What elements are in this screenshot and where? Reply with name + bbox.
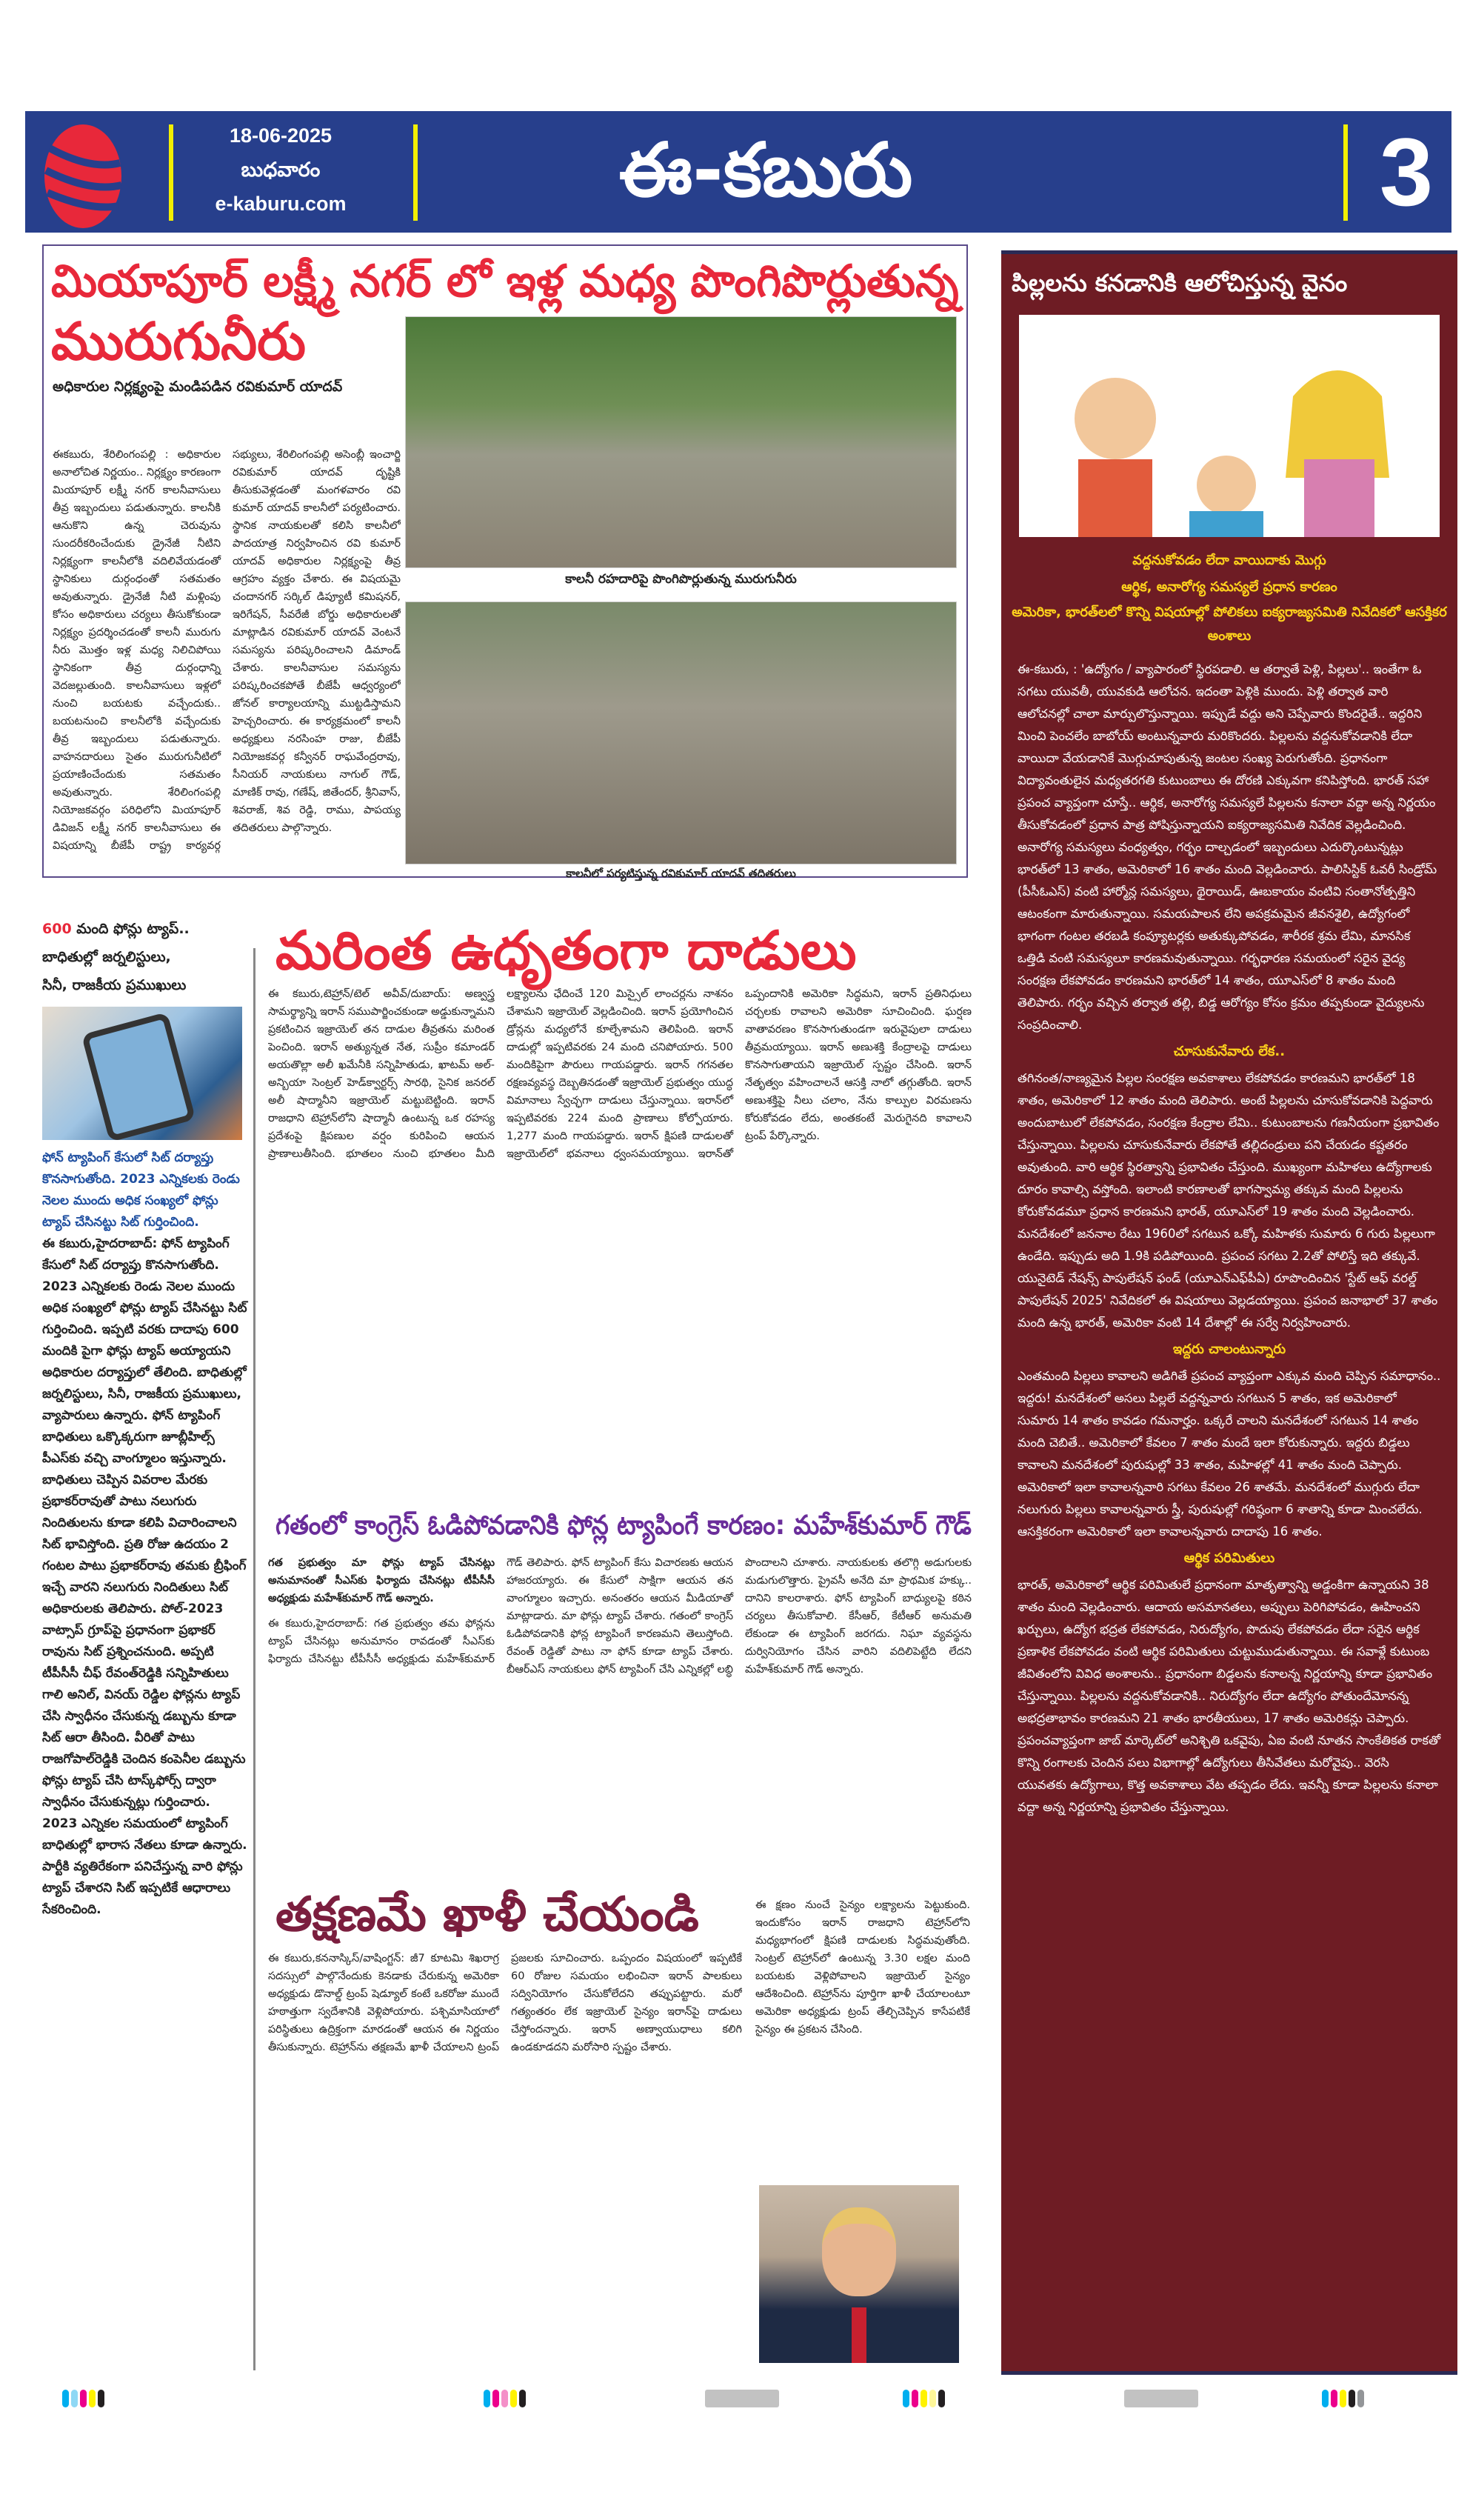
feature-panel	[1001, 250, 1457, 2375]
tehran-headline: తక్షణమే ఖాళీ చేయండి	[275, 1887, 699, 1942]
congress-article	[268, 1554, 972, 1884]
feature-subheads	[1009, 547, 1450, 648]
feature-subhead: అమెరికా, భారత్‌లలో కొన్ని విషయాల్లో పోలికలు ఐక్యరాజ్యసమితి నివేదికలో ఆసక్తికర అంశాలు	[1012, 604, 1447, 644]
lead-subhead: అధికారుల నిర్లక్ష్యంపై మండిపడిన రవికుమార్ యాదవ్	[53, 379, 343, 395]
lead-body: ఈకబురు, శేరిలింగంపల్లి : అధికారుల అనాలోచిత నిర్ణయం.. నిర్లక్ష్యం కారణంగా మియాపూర్ లక్ష్మీ నగర్ కాలనీవాసులు తీవ్ర ఇబ్బందులు పడుతున్నారు. కాలనీకి ఆనుకొని ఉన్న చెరువును సుందరీకరించేందుకు డ్రైనేజీ నీటిని నిర్లక్ష్యంగా కాలనీలోకి వదిలివేయడంతో స్థానికులు దుర్గంధంతో సతమతం అవుతున్నారు. డ్రైనేజీ నీటి మళ్లింపు కోసం అధికారులు చర్యలు తీసుకోకుండా నిర్లక్ష్యం ప్రదర్శించడంతో కాలనీ మురుగు నీరు మొత్తం ఇళ్ల మధ్య నిలిచిపోయి స్థానికంగా తీవ్ర దుర్గంధాన్ని వెదజల్లుతుంది. కాలనీవాసులు ఇళ్లలో నుంచి బయటకు వచ్చేందుకు.. బయటనుంచి కాలనీలోకి వచ్చేందుకు తీవ్ర ఇబ్బందులు పడుతున్నారు. వాహనదారులు సైతం మురుగునీటిలో ప్రయాణించేందుకు సతమతం అవుతున్నారు. శేరిలింగంపల్లి నియోజకవర్గం పరిధిలోని మియాపూర్ డివిజన్ లక్ష్మీ నగర్ కాలనీవాసులు ఈ విషయాన్ని బీజేపీ రాష్ట్ర కార్యవర్గ సభ్యులు, శేరిలింగంపల్లి అసెంబ్లీ ఇంచార్జి రవికుమార్ యాదవ్ దృష్టికి తీసుకువెళ్లడంతో మంగళవారం రవి కుమార్ యాదవ్ కాలనీలో పర్యటించారు. స్థానిక నాయకులతో కలిసి కాలనీలో పాదయాత్ర నిర్వహించిన రవి కుమార్ యాదవ్ అధికారుల నిర్లక్ష్యంపై తీవ్ర ఆగ్రహం వ్యక్తం చేశారు. ఈ విషయమై చందానగర్ సర్కిల్ డిప్యూటీ కమిషనర్, ఇరిగేషన్, సీవరేజీ బోర్డు అధికారులతో మాట్లాడిన రవికుమార్ యాదవ్ వెంటనే సమస్యను పరిష్కరించాలని డిమాండ్ చేశారు. కాలనీవాసుల సమస్యను పరిష్కరించకపోతే బీజేపీ ఆధ్వర్యంలో జోనల్ కార్యాలయాన్ని ముట్టడిస్తామని హెచ్చరించారు. ఈ కార్యక్రమంలో కాలనీ అధ్యక్షులు నరసింహ రాజు, బీజేపీ నియోజకవర్గ కన్వీనర్ రాఘవేంద్రరావు, సీనియర్ నాయకులు నాగుల్ గౌడ్, మాణిక్ రావు, గణేష్, జితేందర్, శ్రీనివాస్, శివరాజ్, శివ రెడ్డి, రాము, పాపయ్య తదితరులు పాల్గొన్నారు.	[53, 449, 401, 852]
newspaper-title: ఈ-కబురు	[618, 127, 913, 213]
trump-photo	[759, 2185, 959, 2363]
lead-article	[42, 244, 968, 878]
tehran-body-continued: ఈ క్షణం నుంచే సైన్యం లక్ష్యాలను పెట్టుకుంది. ఇందుకోసం ఇరాన్ రాజధాని టెహ్రాన్‌లోని మధ్యభాగంలో క్షిపణి దాడులకు సిద్ధమవుతోంది. సెంట్రల్ టెహ్రాన్‌లో ఉంటున్న 3.30 లక్షల మంది బయటకు వెళ్లిపోవాలని ఇజ్రాయెల్ సైన్యం ఆదేశించింది. టెహ్రాన్‌ను పూర్తిగా ఖాళీ చేయాలంటూ అమెరికా అధ్యక్షుడు ట్రంప్ తేల్చిచెప్పిన కాసేపటికే సైన్యం ఈ ప్రకటన చేసింది.	[755, 1899, 970, 2036]
section-heading: ఇద్దరు చాలంటున్నారు	[1172, 1341, 1286, 1357]
lead-headline-highlight: మురుగునీరు	[51, 311, 306, 372]
tehran-body: ఈ కబురు,కననాస్కిస్/వాషింగ్టన్: జీ7 కూటమి శిఖరాగ్ర సదస్సులో పాల్గొనేందుకు కెనడాకు చేరుకున్న అమెరికా అధ్యక్షుడు డొనాల్డ్ ట్రంప్ షెడ్యూల్ కంటే ఒకరోజు ముందే హఠాత్తుగా స్వదేశానికి వెళ్లిపోయారు. పశ్చిమాసియాలో పరిస్థితులు ఉద్రిక్తంగా మారడంతో ఆయన ఈ నిర్ణయం తీసుకున్నారు. టెహ్రాన్‌ను తక్షణమే ఖాళీ చేయాలని ట్రంప్ ప్రజలకు సూచించారు. ఒప్పందం విషయంలో ఇప్పటికే 60 రోజుల సమయం లభించినా ఇరాన్ పాలకులు సద్వినియోగం చేసుకోలేదని తప్పుపట్టారు. మరో గత్యంతరం లేక ఇజ్రాయెల్ సైన్యం ఇరాన్‌పై దాడులు చేస్తోందన్నారు. ఇరాన్ అణ్వాయుధాలు కలిగి ఉండకూడదని మరోసారి స్పష్టం చేశారు.	[268, 1953, 742, 2053]
feature-title: పిల్లలను కనడానికి ఆలోచిస్తున్న వైనం	[1012, 269, 1348, 297]
logo-icon	[31, 119, 142, 230]
paragraph: అనారోగ్య సమస్యలు వంధ్యత్వం, గర్భం దాల్చడంలో ఇబ్బందులు ఎదుర్కొంటున్నట్లు భారత్‌లో 13 శాతం, అమెరికాలో 16 శాతం మంది వెల్లడించారు. పాలిసిస్టిక్ ఓవరీ సిండ్రోమ్ (పీసీఓఎస్) వంటి హార్మోన్ల సమస్యలు, థైరాయిడ్, ఊబకాయం వంటివి సంతానోత్పత్తిని ఆటంకంగా మారుతున్నాయి. సమయపాలన లేని అపక్రమమైన జీవనశైలి, ఉద్యోగంలో భాగంగా గంటల తరబడి కంప్యూటర్లకు అతుక్కుపోవడం, శారీరక శ్రమ లేమి, మానసిక ఒత్తిడి వంటి సమస్యలూ కారణమవుతున్నాయి. గర్భధారణ సమయంలో సరైన వైద్య సంరక్షణ లేకపోవడం కారణమని భారత్‌లో 14 శాతం, యూఎస్‌లో 8 శాతం మంది తెలిపారు. గర్భం వచ్చిన తర్వాత తల్లి, బిడ్డ ఆరోగ్యం కోసం క్రమం తప్పకుండా వైద్యులను సంప్రదించాలి.	[1018, 840, 1437, 1032]
congress-subhead: గత ప్రభుత్వం మా ఫోన్లు ట్యాప్ చేసినట్లు అనుమానంతో సీఎస్‌కు ఫిర్యాదు చేసినట్లు టీపీసీసీ అధ్యక్షుడు మహేశ్‌కుమార్ గౌడ్ అన్నారు.	[268, 1557, 495, 1604]
feature-subhead: ఆర్థిక, అనారోగ్య సమస్యలే ప్రధాన కారణం	[1121, 579, 1337, 595]
section-heading: చూసుకునేవారు లేక..	[1173, 1044, 1286, 1059]
congress-headline: గతంలో కాంగ్రెస్ ఓడిపోవడానికి ఫోన్ల ట్యాపింగే కారణం: మహేశ్‌కుమార్ గౌడ్	[275, 1510, 972, 1541]
section-heading: ఆర్థిక పరిమితులు	[1183, 1550, 1275, 1566]
masthead	[25, 111, 1451, 233]
feature-body	[1001, 659, 1457, 2362]
phone-hacker-illustration	[42, 1007, 242, 1140]
headline-text: సినీ, రాజకీయ ప్రముఖులు	[42, 977, 187, 993]
paragraph: ఎంతమంది పిల్లలు కావాలని అడిగితే ప్రపంచ వ్యాప్తంగా ఎక్కువ మంది చెప్పిన సమాధానం.. ఇద్దరు! మనదేశంలో అసలు పిల్లలే వద్దన్నవారు సగటున 5 శాతం, ఇక అమెరికాలో సుమారు 14 శాతం కావడం గమనార్హం. ఒక్కరే చాలని మనదేశంలో సగటున 14 శాతం మంది చెబితే.. అమెరికాలో కేవలం 7 శాతం మందే ఇలా కోరుకున్నారు. ఇద్దరు బిడ్డలు కావాలని మనదేశంలో పురుషుల్లో 33 శాతం, మహిళల్లో 41 శాతం మంది చెప్పారు. అమెరికాలో ఇలా కావాలన్నవారి సగటు కేవలం 26 శాతమే. మనదేశంలో ముగ్గురు లేదా నలుగురు పిల్లలు కావాలన్నవారు స్త్రీ, పురుషుల్లో గరిష్ఠంగా 6 శాతాన్ని కూడా మించలేదు. ఆసక్తికరంగా అమెరికాలో ఇలా కావాలన్నవారు దాదాపు 16 శాతం.	[1018, 1369, 1441, 1539]
couple-cartoon-image	[1019, 315, 1440, 537]
divider	[1343, 124, 1348, 221]
iran-headline: మరింత ఉధృతంగా దాడులు	[275, 919, 857, 981]
iran-body: ఈ కబురు,టెహ్రాన్/టెల్ అవీవ్/దుబాయ్: అణ్వస్త్ర సామర్థ్యాన్ని ఇరాన్ సముపార్జించకుండా అడ్డుకున్నామని ప్రకటించిన ఇజ్రాయెల్ తన దాడుల తీవ్రతను మరింత పెంచింది. ఇరాన్ అత్యున్నత నేత, సుప్రీం కమాండర్ అయతొల్లా అలీ ఖమేనీకి సన్నిహితుడు, ఖాటమ్ అల్-అన్బియా సెంట్రల్ హెడ్‌క్వార్టర్స్ సారథి, సైనిక జనరల్ అలీ షాద్మానీని ఇజ్రాయెల్ మట్టుబెట్టింది. ఇరాన్ రాజధాని టెహ్రాన్‌లోని షాద్మానీ ఉంటున్న ఒక రహస్య ప్రదేశంపై క్షిపణుల వర్షం కురిపించి ఆయన ప్రాణాలుతీసింది. భూతలం నుంచి భూతలం మీది లక్ష్యాలను ఛేదించే 120 మిస్సైల్ లాంచర్లను నాశనం చేశామని ఇజ్రాయెల్ వెల్లడించింది. ఇరాన్ ప్రయోగించిన డ్రోన్లను మధ్యలోనే కూల్చేశామని తెలిపింది. ఇరాన్ దాడుల్లో ఇప్పటివరకు 24 మంది చనిపోయారు. 500 మందికిపైగా పౌరులు గాయపడ్డారు. ఇరాన్ గగనతల రక్షణవ్యవస్థ దెబ్బతినడంతో ఇజ్రాయెల్ ప్రభుత్వం యుద్ధ విమానాలు స్వేచ్ఛగా దాడులు చేస్తున్నాయి. ఇరాన్‌లో ఇప్పటివరకు 224 మంది ప్రాణాలు కోల్పోయారు. 1,277 మంది గాయపడ్డారు. ఇరాన్ క్షిపణి దాడులతో ఇజ్రాయెల్‌లో భవనాలు ధ్వంసమయ్యాయి. ఇరాన్‌తో ఒప్పందానికి అమెరికా సిద్ధమని, ఇరాన్ ప్రతినిధులు చర్చలకు రావాలని అమెరికా సూచించింది. ఘర్షణ వాతావరణం కొనసాగుతుండగా ఇరువైపులా దాడులు తీవ్రమయ్యాయి. ఇరాన్ అణుశక్తి కేంద్రాలపై దాడులు కొనసాగుతాయని ఇజ్రాయెల్ స్పష్టం చేసింది. ఇరాన్ నేతృత్వం వహించాలనే ఆసక్తి నాలో తగ్గుతోంది. ఇరాన్ అణుశక్తిపై నీలు చలాం, నేను కాల్పుల విరమణను కోరుకోవడం లేదు, అంతకంటే మెరుగైనది కావాలని ట్రంప్ పేర్కొన్నారు.	[268, 988, 972, 1160]
page-number: 3	[1379, 118, 1434, 226]
colony-visit-photo	[405, 601, 957, 864]
color-registration-mark	[484, 2390, 526, 2407]
paragraph: తగినంత/నాణ్యమైన పిల్లల సంరక్షణ అవకాశాలు లేకపోవడం కారణమని భారత్‌లో 18 శాతం, అమెరికాలో 12 శాతం మంది తెలిపారు. అంటే పిల్లలను చూసుకోవడానికి పెద్దవారు అందుబాటులో లేకపోవడం, సంరక్షణ కేంద్రాల లేమి.. కుటుంబాలను గణనీయంగా ప్రభావితం చేస్తున్నాయి. పిల్లలను చూసుకునేవారు లేకపోతే తల్లిదండ్రులు పని చేయడం కష్టతరం అవుతుంది. వారి ఆర్థిక స్థిరత్వాన్ని ప్రభావితం చేస్తుంది. ముఖ్యంగా మహిళలు ఉద్యోగాలకు దూరం కావాల్సి వస్తోంది. ఇలాంటి కారణాలతో భాగస్వామ్య తక్కువ మంది పిల్లలను కోరుకోవడమూ ప్రధాన కారణమని భారత్, యూఎస్‌లో 19 శాతం మంది వెల్లడించారు. మనదేశంలో జననాల రేటు 1960లో సగటున ఒక్కో మహిళకు సుమారు 6 గురు పిల్లలుగా ఉండేది. ఇప్పుడు అది 1.9కి పడిపోయింది. ప్రపంచ సగటు 2.2తో పోలిస్తే ఇది తక్కువే. యునైటెడ్ నేషన్స్ పాపులేషన్ ఫండ్ (యూఎన్‌ఎఫ్‌పీఏ) రూపొందించిన 'స్టేట్ ఆఫ్ వరల్డ్ పాపులేషన్ 2025' నివేదికలో ఈ విషయాలు వెల్లడయ్యాయి. ప్రపంచ జనాభాలో 37 శాతం మంది ఉన్న భారత్, అమెరికా వంటి 14 దేశాల్లో ఈ సర్వే నిర్వహించారు.	[1018, 1071, 1440, 1330]
drainage-road-photo	[405, 316, 957, 568]
issue-weekday: బుధవారం	[241, 159, 321, 181]
phone-tapping-sidebar	[42, 915, 250, 2367]
date-panel	[166, 119, 395, 222]
color-registration-mark	[903, 2390, 945, 2407]
congress-body: ఈ కబురు,హైదరాబాద్: గత ప్రభుత్వం తమ ఫోన్లను ట్యాప్ చేసినట్లు అనుమానం రావడంతో సీఎస్‌కు ఫిర్యాదు చేసినట్టు టీపీసీసీ అధ్యక్షుడు మహేశ్‌కుమార్ గౌడ్ తెలిపారు. ఫోన్ ట్యాపింగ్ కేసు విచారణకు ఆయన హాజరయ్యారు. ఈ కేసులో సాక్షిగా ఆయన తన వాంగ్మూలం ఇచ్చారు. అనంతరం ఆయన మీడియాతో మాట్లాడారు. మా ఫోన్లు ట్యాప్ చేశారు. గతంలో కాంగ్రెస్ ఓడిపోవడానికి ఫోన్ల ట్యాపింగే కారణమని తెలుస్తోంది. రేవంత్ రెడ్డితో పాటు నా ఫోన్ కూడా ట్యాప్ చేశారు. బీఆర్‌ఎస్ నాయకులు ఫోన్ ట్యాపింగ్ చేసి ఎన్నికల్లో లబ్ధి పొందాలని చూశారు. నాయకులకు తలొగ్గి అడుగులకు మడుగులొత్తారు. ప్రైవసీ అనేది మా ప్రాథమిక హక్కు.. దానిని కాలరాశారు. ఫోన్ ట్యాపింగ్ బాధ్యులపై కఠిన చర్యలు తీసుకోవాలి. కేసీఆర్, కేటీఆర్ అనుమతి లేకుండా ఈ ట్యాపింగ్ జరగదు. నిఘా వ్యవస్థను దుర్వినియోగం చేసిన వారిని వదిలిపెట్టేది లేదని మహేశ్‌కుమార్ గౌడ్ అన్నారు.	[268, 1557, 972, 1676]
sidebar-body: ఈ కబురు,హైదరాబాద్: ఫోన్ ట్యాపింగ్ కేసులో సిట్ దర్యాప్తు కొనసాగుతోంది. 2023 ఎన్నికలకు రెండు నెలల ముందు అధిక సంఖ్యలో ఫోన్లు ట్యాప్ చేసినట్టు సిట్ గుర్తించింది. ఇప్పటి వరకు దాదాపు 600 మందికి పైగా ఫోన్లు ట్యాప్ అయ్యాయని అధికారుల దర్యాప్తులో తేలింది. బాధితుల్లో జర్నలిస్టులు, సినీ, రాజకీయ ప్రముఖులు, వ్యాపారులు ఉన్నారు. ఫోన్ ట్యాపింగ్ బాధితులు ఒక్కొక్కరుగా జూబ్లీహిల్స్ పీఎస్‌కు వచ్చి వాంగ్మూలం ఇస్తున్నారు. బాధితులు చెప్పిన వివరాల మేరకు ప్రభాకర్‌రావుతో పాటు నలుగురు నిందితులను కూడా కలిపి విచారించాలని సిట్ భావిస్తోంది. ప్రతి రోజు ఉదయం 2 గంటల పాటు ప్రభాకర్‌రావు తమకు బ్రీఫింగ్ ఇచ్చే వారని నలుగురు నిందితులు సిట్ అధికారులకు తెలిపారు. పోల్-2023 వాట్సాప్ గ్రూప్‌పై ప్రధానంగా ప్రభాకర్ రావును సిట్ ప్రశ్నించనుంది. అప్పటి టీపీసీసీ చీఫ్ రేవంత్‌రెడ్డికి సన్నిహితులు గాలి అనిల్, వినయ్ రెడ్డిల ఫోన్లను ట్యాప్ చేసి స్వాధీనం చేసుకున్న డబ్బును కూడా సిట్ ఆరా తీసింది. వీరితో పాటు రాజగోపాల్‌రెడ్డికి చెందిన కంపెనీల డబ్బును ఫోన్లు ట్యాప్ చేసి టాస్క్‌ఫోర్స్ ద్వారా స్వాధీనం చేసుకున్నట్లు గుర్తించారు. 2023 ఎన్నికల సమయంలో ట్యాపింగ్ బాధితుల్లో భారాస నేతలు కూడా ఉన్నారు. పార్టీకి వ్యతిరేకంగా పనిచేస్తున్న వారి ఫోన్లు ట్యాప్ చేశారని సిట్ ఇప్పటికే ఆధారాలు సేకరించింది.	[42, 1236, 247, 1917]
gray-registration-mark	[705, 2390, 779, 2407]
feature-subhead: వద్దనుకోవడం లేదా వాయిదాకు మొగ్గు	[1132, 553, 1326, 568]
photo-caption: కాలనీ రహదారిపై పొంగిపొర్లుతున్న మురుగునీరు	[565, 572, 797, 587]
paragraph: భారత్, అమెరికాలో ఆర్థిక పరిమితులే ప్రధానంగా మాతృత్వాన్ని అడ్డంకిగా ఉన్నాయని 38 శాతం మంది వెల్లడించారు. ఆదాయ అసమానతలు, అప్పులు పెరిగిపోవడం, ఊహించని ఖర్చులు, ఉద్యోగ భద్రత లేకపోవడం, నిరుద్యోగం, పొదుపు లేకపోవడం లేదా సరైన ఆర్థిక ప్రణాళిక లేకపోవడం వంటి ఆర్థిక పరిమితులు చుట్టుముడుతున్నాయి. ఈ సవాళ్లే కుటుంబ జీవితంలోని వివిధ అంశాలను.. ప్రధానంగా బిడ్డలను కనాలన్న నిర్ణయాన్ని కూడా ప్రభావితం చేస్తున్నాయి. పిల్లలను వద్దనుకోవడానికి.. నిరుద్యోగం లేదా ఉద్యోగం పోతుందేమోనన్న అభద్రతాభావం కారణమని 21 శాతం భారతీయులు, 17 శాతం అమెరికన్లు చెప్పారు. ప్రపంచవ్యాప్తంగా జాబ్ మార్కెట్‌లో అనిశ్చితి ఒకవైపు, ఏఐ వంటి నూతన సాంకేతికత రాకతో కొన్ని రంగాలకు చెందిన పలు విభాగాల్లో ఉద్యోగులు తీసివేతలు మరోవైపు.. వెరసి యువతకు ఉద్యోగాలు, కొత్త అవకాశాలు వేట తప్పడం లేదు. ఇవన్నీ కూడా పిల్లలను కనాలా వద్దా అన్న నిర్ణయాన్ని ప్రభావితం చేస్తున్నాయి.	[1018, 1578, 1441, 1814]
headline-number: 600	[42, 921, 72, 937]
issue-date: 18-06-2025	[229, 124, 333, 147]
headline-text: బాధితుల్లో జర్నలిస్టులు,	[42, 949, 171, 965]
lead-headline: మియాపూర్ లక్ష్మీ నగర్ లో ఇళ్ల మధ్య పొంగిపొర్లుతున్న	[51, 256, 959, 307]
color-registration-mark	[1322, 2390, 1364, 2407]
gray-registration-mark	[1124, 2390, 1198, 2407]
paragraph: ఈ-కబురు, : 'ఉద్యోగం / వ్యాపారంలో స్థిరపడాలి. ఆ తర్వాతే పెళ్లి, పిల్లలు'.. ఇంతేగా ఓ సగటు యువతీ, యువకుడి ఆలోచన. ఇదంతా పెళ్లికి ముందు. పెళ్లి తర్వాత వారి ఆలోచనల్లో చాలా మార్పులొస్తున్నాయి. ఇప్పుడే వద్దు అని చెప్పేవారు కొందరైతే.. ఇద్దరిని మించి పెంచలేం బాబోయ్ అంటున్నవారు మరికొందరు. పిల్లలను వద్దనుకోవడానికి లేదా వాయిదా వేయడానికే మొగ్గుచూపుతున్న జంటల సంఖ్య పెరుగుతోంది. ప్రధానంగా విద్యావంతులైన మధ్యతరగతి కుటుంబాలు ఈ దోరణి ఎక్కువగా కనిపిస్తోంది. భారత్ సహా ప్రపంచ వ్యాప్తంగా చూస్తే.. ఆర్థిక, అనారోగ్య సమస్యలే పిల్లలను కనాలా వద్దా అన్న నిర్ణయం తీసుకోవడంలో ప్రధాన పాత్ర పోషిస్తున్నాయని ఐక్యరాజ్యసమితి నివేదిక వెల్లడించింది.	[1018, 662, 1436, 832]
color-registration-mark	[62, 2390, 104, 2407]
website-link[interactable]: e-kaburu.com	[215, 193, 347, 215]
column-divider	[253, 948, 255, 2370]
sidebar-headline	[42, 915, 250, 999]
headline-text: మంది ఫోన్లు ట్యాప్..	[76, 921, 190, 937]
photo-caption: కాలనీలో పర్యటిస్తున్న రవికుమార్ యాదవ్ తదితరులు	[566, 867, 796, 880]
divider	[413, 124, 418, 221]
sidebar-intro: ఫోన్ ట్యాపింగ్ కేసులో సిట్ దర్యాప్తు కొనసాగుతోంది. 2023 ఎన్నికలకు రెండు నెలల ముందు అధిక సంఖ్యలో ఫోన్లు ట్యాప్ చేసినట్టు సిట్ గుర్తించింది.	[42, 1150, 240, 1230]
